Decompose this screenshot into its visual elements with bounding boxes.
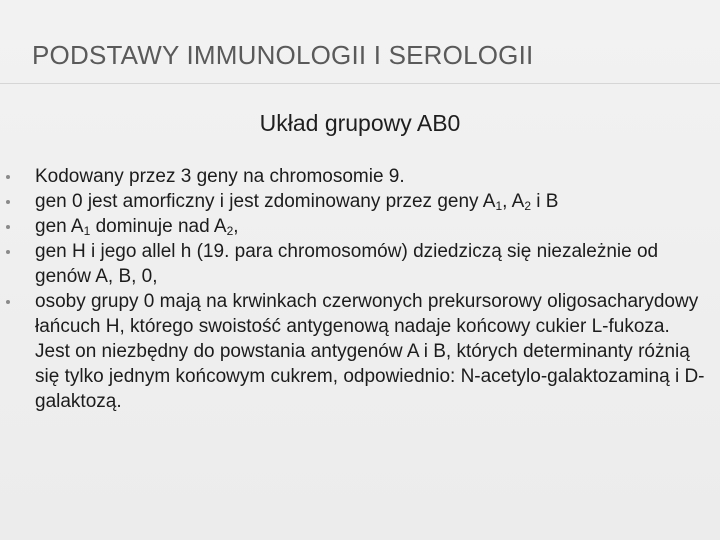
subscript: 1	[83, 224, 91, 238]
bullet-item	[0, 289, 720, 414]
bullet-item	[0, 214, 720, 239]
header-title: PODSTAWY IMMUNOLOGII I SEROLOGII	[32, 40, 534, 70]
bullet-text: gen 0 jest amorficzny i jest zdominowany przez geny A	[35, 191, 496, 212]
bullet-dot-icon	[6, 175, 10, 179]
bullet-item	[0, 189, 720, 214]
bullet-text: Kodowany przez 3 geny na chromosomie 9.	[35, 166, 405, 187]
bullet-text: gen H i jego allel h (19. para chromosomów) dziedziczą się niezależnie od genów A, B, 0,	[35, 241, 659, 287]
slide-subtitle: Układ grupowy AB0	[259, 110, 461, 136]
bullet-dot-icon	[6, 225, 10, 229]
subscript: 2	[226, 224, 234, 238]
bullet-list	[0, 164, 720, 414]
bullet-text: dominuje nad A	[90, 216, 227, 237]
bullet-dot-icon	[6, 250, 10, 254]
bullet-text: ,	[233, 216, 239, 237]
bullet-dot-icon	[6, 300, 10, 304]
subscript: 1	[495, 199, 503, 213]
bullet-item	[0, 239, 720, 289]
bullet-text: i B	[531, 191, 559, 212]
header-divider	[0, 83, 720, 84]
bullet-text: osoby grupy 0 mają na krwinkach czerwonych prekursorowy oligosacharydowy łańcuch H, którego swoistość antygenową nadaje końcowy cukier L-fukoza. Jest on niezbędny do powstania antygenów A i B, których determinanty różnią się tylko jednym końcowym cukrem, odpowiednio: N-acetylo-galaktozaminą i D-galaktozą.	[35, 291, 705, 412]
bullet-item	[0, 164, 720, 189]
subscript: 2	[524, 199, 532, 213]
bullet-text: gen A	[35, 216, 84, 237]
bullet-text: , A	[502, 191, 525, 212]
bullet-dot-icon	[6, 200, 10, 204]
